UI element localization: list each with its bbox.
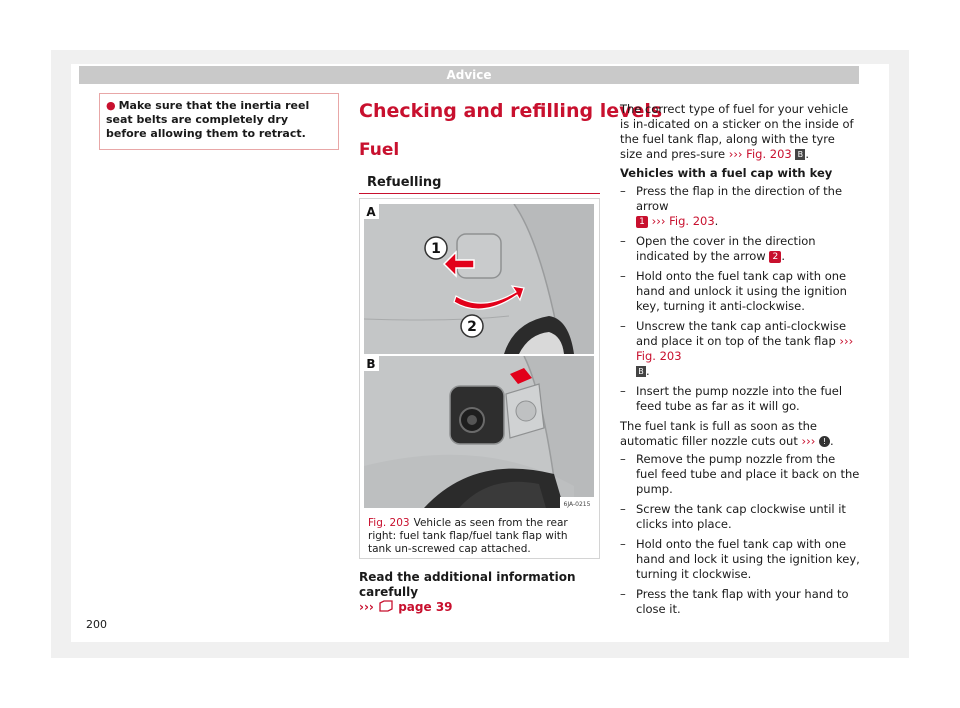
read-more-note [359, 570, 599, 615]
list-item: – Press the flap in the direction of the arrow 1 ››› Fig. 203. [620, 184, 843, 228]
subtitle-fuel: Fuel [359, 140, 400, 160]
step-8-text: Hold onto the fuel tank cap with one hand and lock it using the ignition key, turning it clockwise. [636, 537, 860, 581]
step-4-text: Unscrew the tank cap anti-clockwise and place it on top of the tank flap [636, 319, 847, 348]
fuel-flap-open-illustration [364, 356, 594, 508]
procedure-heading: Vehicles with a fuel cap with key [620, 166, 833, 180]
list-item: – Hold onto the fuel tank cap with one hand and unlock it using the ignition key, turning it anti-clockwise. [620, 269, 847, 313]
list-item: – Insert the pump nozzle into the fuel feed tube as far as it will go. [620, 384, 843, 413]
page-title: Checking and refilling levels [359, 100, 663, 122]
caption-text: Vehicle as seen from the rear right: fuel tank flap/fuel tank flap with tank un-screwed cap attached. [368, 517, 568, 555]
figure-code: 6JA-0215 [563, 501, 591, 508]
step-5-text: Insert the pump nozzle into the fuel feed tube as far as it will go. [636, 384, 843, 413]
panel-b-label: B [366, 357, 376, 371]
figure-203 [359, 198, 600, 559]
page-39-link[interactable]: page 39 [398, 600, 453, 614]
caption-fig-number: Fig. 203 [368, 517, 410, 529]
instructions-column [620, 102, 860, 622]
arrow-2-badge: 2 [769, 251, 781, 263]
step-7-text: Screw the tank cap clockwise until it clicks into place. [636, 502, 846, 531]
panel-a-label: A [366, 205, 376, 219]
intro-paragraph: The correct type of fuel for your vehicle is in-dicated on a sticker on the inside of the fuel tank flap, along with the tyre size and pres-sure ››› Fig. 203 B . [620, 102, 854, 161]
subtitle-refuelling: Refuelling [367, 175, 442, 190]
panel-b-ref-icon: B [636, 366, 646, 377]
list-item: – Press the tank flap with your hand to close it. [620, 587, 849, 616]
warning-triangle-icon [378, 600, 394, 614]
list-item: – Screw the tank cap clockwise until it clicks into place. [620, 502, 846, 531]
full-text: The fuel tank is full as soon as the automatic filler nozzle cuts out [620, 419, 817, 448]
attention-icon: ! [819, 436, 830, 447]
figure-panel-b [364, 356, 594, 508]
step-6-text: Remove the pump nozzle from the fuel feed tube and place it back on the pump. [636, 452, 860, 496]
warning-box [99, 93, 339, 150]
step-4-fig-ref[interactable]: ››› Fig. 203 [636, 334, 854, 363]
list-item: – Hold onto the fuel tank cap with one hand and lock it using the ignition key, turning it clockwise. [620, 537, 860, 581]
page-number: 200 [86, 618, 107, 631]
fuel-flap-closed-illustration [364, 204, 594, 354]
warning-text: Make sure that the inertia reel seat belts are completely dry before allowing them to retract. [106, 99, 310, 140]
warning-bullet-icon: ● [106, 99, 116, 112]
list-item: – Remove the pump nozzle from the fuel feed tube and place it back on the pump. [620, 452, 860, 496]
section-header: Advice [79, 66, 859, 84]
list-item: – Unscrew the tank cap anti-clockwise and place it on top of the tank flap ››› Fig. 203 B . [620, 319, 854, 378]
panel-b-ref-icon: B [795, 149, 805, 160]
full-paragraph: The fuel tank is full as soon as the automatic filler nozzle cuts out ››› ! . [620, 419, 834, 448]
figure-panel-a [364, 204, 594, 354]
arrow-1-label: 1 [431, 241, 441, 257]
step-9-text: Press the tank flap with your hand to close it. [636, 587, 849, 616]
step-3-text: Hold onto the fuel tank cap with one hand and unlock it using the ignition key, turning it anti-clockwise. [636, 269, 847, 313]
intro-fig-ref[interactable]: ››› Fig. 203 [728, 147, 792, 161]
read-more-arrows: ››› [359, 600, 374, 614]
title-divider [359, 193, 600, 194]
arrow-1-badge: 1 [636, 216, 648, 228]
read-more-text: Read the additional information carefully [359, 570, 576, 599]
figure-caption [368, 517, 593, 556]
step-2-text: Open the cover in the direction indicated by the arrow [636, 234, 816, 263]
intro-text: The correct type of fuel for your vehicle is in-dicated on a sticker on the inside of the fuel tank flap, along with the tyre size and pres-sure [620, 102, 854, 161]
step-1-fig-ref[interactable]: ››› Fig. 203 [651, 214, 715, 228]
step-1-text: Press the flap in the direction of the arrow [636, 184, 843, 213]
list-item: – Open the cover in the direction indicated by the arrow 2 . [620, 234, 816, 263]
full-ref-arrows[interactable]: ››› [801, 434, 816, 448]
arrow-2-label: 2 [467, 319, 477, 335]
